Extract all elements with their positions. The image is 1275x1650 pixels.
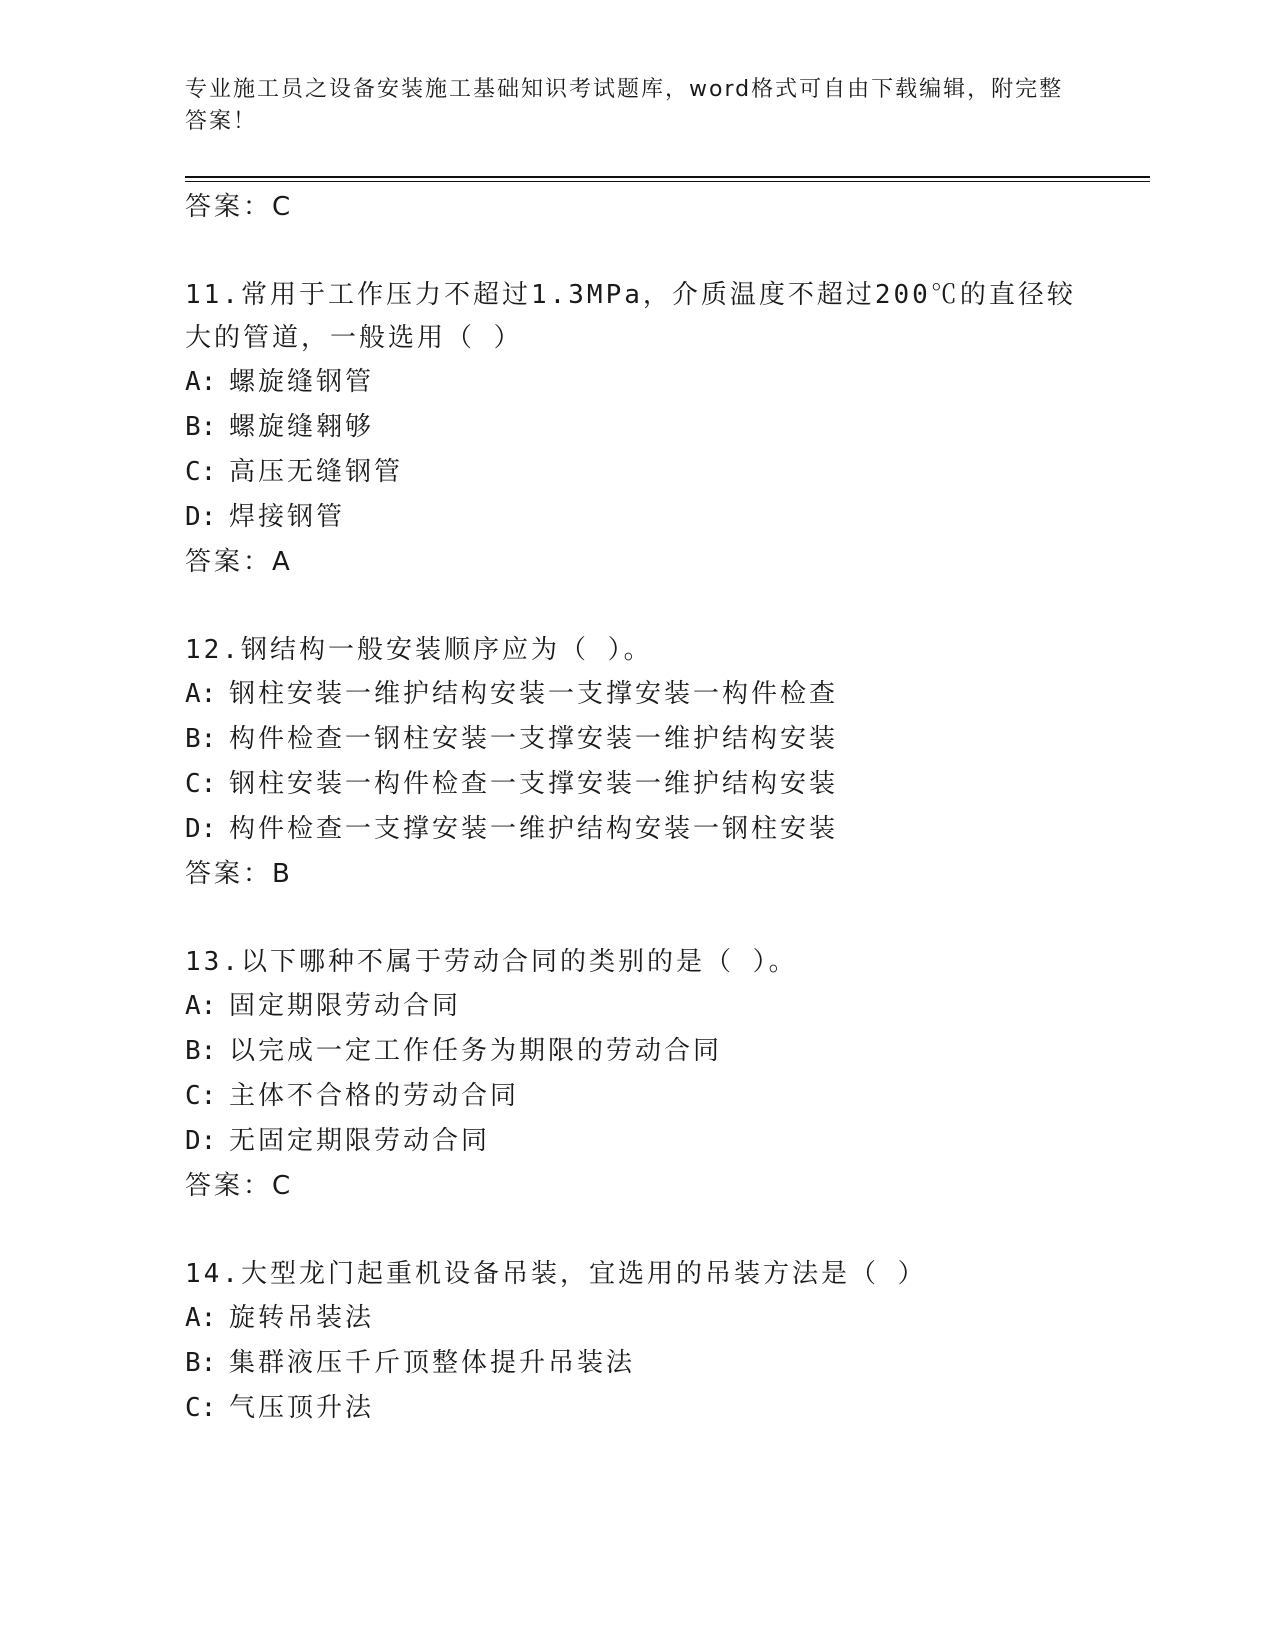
option-b xyxy=(185,1341,1145,1386)
option-letter: C: xyxy=(185,1393,217,1423)
option-letter: A: xyxy=(185,1303,217,1333)
question-stem: 11.常用于工作压力不超过1.3MPa，介质温度不超过200℃的直径较大的管道，一般选用（ ） xyxy=(185,280,1076,353)
question-list xyxy=(185,185,1145,1431)
option-letter: B: xyxy=(185,724,217,754)
option-b xyxy=(185,405,1145,450)
option-letter: B: xyxy=(185,1036,217,1066)
answer-label: 答案： xyxy=(185,859,273,889)
option-letter: B: xyxy=(185,412,217,442)
option-text: 构件检查一钢柱安装一支撑安装一维护结构安装 xyxy=(229,724,839,754)
option-c xyxy=(185,1386,1145,1431)
question-stem: 13.以下哪种不属于劳动合同的类别的是（ ）。 xyxy=(185,947,798,977)
option-letter: C: xyxy=(185,457,217,487)
option-a xyxy=(185,1296,1145,1341)
document-header: 专业施工员之设备安装施工基础知识考试题库，word格式可自由下载编辑，附完整答案！ xyxy=(185,77,1064,134)
option-b xyxy=(185,1029,1145,1074)
header-divider-thick xyxy=(185,176,1150,178)
option-text: 高压无缝钢管 xyxy=(229,457,404,487)
option-letter: C: xyxy=(185,1081,217,1111)
option-a xyxy=(185,984,1145,1029)
question-stem: 14.大型龙门起重机设备吊装，宜选用的吊装方法是（ ） xyxy=(185,1259,927,1289)
option-text: 集群液压千斤顶整体提升吊装法 xyxy=(229,1348,636,1378)
option-text: 旋转吊装法 xyxy=(229,1303,375,1333)
question-answer xyxy=(185,1164,1145,1209)
option-a xyxy=(185,360,1145,405)
option-d xyxy=(185,495,1145,540)
option-d xyxy=(185,807,1145,852)
option-text: 构件检查一支撑安装一维护结构安装一钢柱安装 xyxy=(229,814,839,844)
option-text: 钢柱安装一构件检查一支撑安装一维护结构安装 xyxy=(229,769,839,799)
question-12 xyxy=(185,629,1145,897)
option-text: 以完成一定工作任务为期限的劳动合同 xyxy=(229,1036,723,1066)
option-text: 固定期限劳动合同 xyxy=(229,991,462,1021)
option-letter: B: xyxy=(185,1348,217,1378)
option-letter: D: xyxy=(185,814,217,844)
option-text: 螺旋缝钢管 xyxy=(229,367,375,397)
option-text: 螺旋缝翱够 xyxy=(229,412,375,442)
question-11 xyxy=(185,274,1145,585)
option-letter: A: xyxy=(185,679,217,709)
option-letter: D: xyxy=(185,502,217,532)
header-divider-thin xyxy=(185,181,1150,182)
option-letter: C: xyxy=(185,769,217,799)
answer-value: A xyxy=(272,547,291,577)
answer-value: C xyxy=(272,1171,292,1201)
question-answer xyxy=(185,540,1145,585)
question-13 xyxy=(185,941,1145,1209)
question-14 xyxy=(185,1253,1145,1431)
option-text: 焊接钢管 xyxy=(229,502,346,532)
answer-value: B xyxy=(272,859,291,889)
option-text: 气压顶升法 xyxy=(229,1393,375,1423)
option-text: 无固定期限劳动合同 xyxy=(229,1126,491,1156)
option-a xyxy=(185,672,1145,717)
option-b xyxy=(185,717,1145,762)
option-letter: A: xyxy=(185,991,217,1021)
previous-answer xyxy=(185,185,1145,230)
option-c xyxy=(185,450,1145,495)
question-stem: 12.钢结构一般安装顺序应为（ ）。 xyxy=(185,635,653,665)
option-letter: D: xyxy=(185,1126,217,1156)
question-answer xyxy=(185,852,1145,897)
answer-label: 答案： xyxy=(185,547,273,577)
option-letter: A: xyxy=(185,367,217,397)
answer-label: 答案： xyxy=(185,1171,273,1201)
answer-label: 答案： xyxy=(185,192,273,222)
option-text: 主体不合格的劳动合同 xyxy=(229,1081,520,1111)
option-c xyxy=(185,762,1145,807)
option-d xyxy=(185,1119,1145,1164)
answer-value: C xyxy=(272,192,292,222)
option-c xyxy=(185,1074,1145,1119)
option-text: 钢柱安装一维护结构安装一支撑安装一构件检查 xyxy=(229,679,839,709)
